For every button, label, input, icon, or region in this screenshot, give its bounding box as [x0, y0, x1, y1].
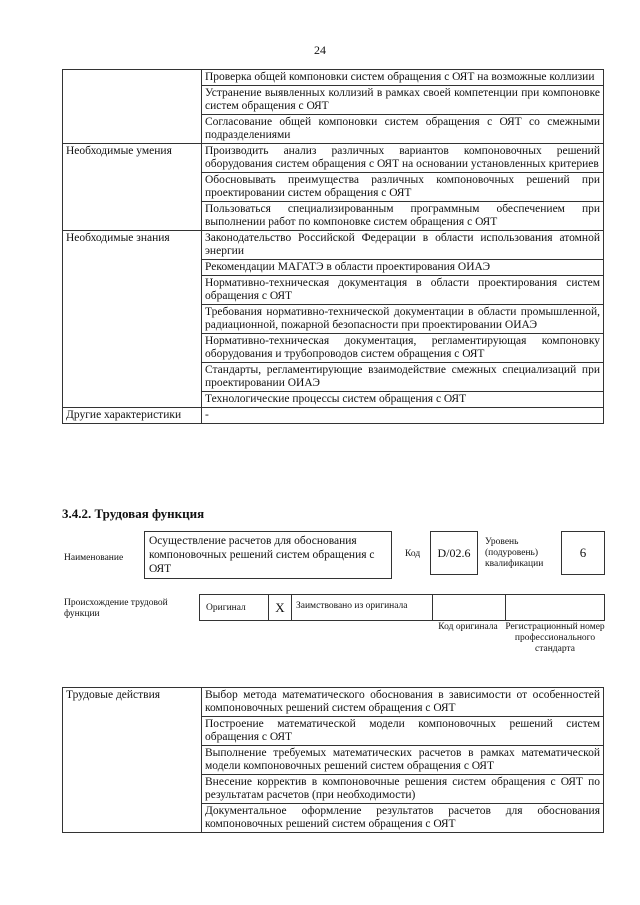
code-label: Код [405, 549, 421, 559]
list-item: Рекомендации МАГАТЭ в области проектирования ОИАЭ [202, 260, 604, 276]
list-item: Устранение выявленных коллизий в рамках своей компетенции при компоновке систем обращения с ОЯТ [202, 86, 604, 115]
list-item: Нормативно-техническая документация в области проектирования систем обращения с ОЯТ [202, 276, 604, 305]
name-value: Осуществление расчетов для обоснования компоновочных решений систем обращения с ОЯТ [149, 535, 375, 575]
list-item: Требования нормативно-технической документации в области промышленной, радиационной, пожарной безопасности при проектировании ОИАЭ [202, 305, 604, 334]
skills-knowledge-table [62, 69, 604, 424]
name-value-box [144, 531, 392, 579]
code-value-box [430, 531, 478, 575]
name-label: Наименование [64, 553, 124, 563]
borrowed-box [291, 594, 433, 621]
origin-label: Происхождение трудовой функции [64, 598, 168, 619]
labor-actions-table [62, 687, 604, 833]
orig-code-label: Код оригинала [438, 622, 498, 632]
list-item: Пользоваться специализированным программным обеспечением при выполнении работ по компоновке систем обращения с ОЯТ [202, 202, 604, 231]
table-row [63, 408, 604, 424]
original-mark-box[interactable] [268, 594, 292, 621]
list-item: Согласование общей компоновки систем обращения с ОЯТ со смежными подразделениями [202, 115, 604, 144]
list-item: Нормативно-техническая документация, регламентирующая компоновку оборудования и трубопроводов систем обращения с ОЯТ [202, 334, 604, 363]
list-item: Выполнение требуемых математических расчетов в рамках математической модели компоновочных решений систем обращения с ОЯТ [202, 746, 604, 775]
table-row [63, 144, 604, 173]
borrowed-label: Заимствовано из оригинала [296, 601, 408, 611]
row-label: Другие характеристики [63, 408, 202, 424]
row-label: Необходимые знания [63, 231, 202, 408]
list-item: Производить анализ различных вариантов компоновочных решений оборудования систем обращения с ОЯТ на основании установленных критериев [202, 144, 604, 173]
code-value: D/02.6 [437, 546, 471, 560]
list-item: Внесение корректив в компоновочные решения систем обращения с ОЯТ по результатам расчетов (при необходимости) [202, 775, 604, 804]
list-item: Выбор метода математического обоснования в зависимости от особенностей компоновочных решений систем обращения с ОЯТ [202, 688, 604, 717]
original-box [199, 594, 269, 621]
row-label: Необходимые умения [63, 144, 202, 231]
orig-code-box [432, 594, 506, 621]
list-item: Обосновывать преимущества различных компоновочных решений при проектировании систем обращения с ОЯТ [202, 173, 604, 202]
list-item: Документальное оформление результатов расчетов для обоснования компоновочных решений систем обращения с ОЯТ [202, 804, 604, 833]
original-label: Оригинал [206, 603, 246, 613]
level-value-box [561, 531, 605, 575]
level-label: Уровень (подуровень) квалификации [485, 537, 544, 569]
table-row [63, 231, 604, 260]
section-title: 3.4.2. Трудовая функция [62, 506, 205, 521]
reg-number-label: Регистрационный номер профессионального стандарта [505, 622, 605, 654]
list-item: Законодательство Российской Федерации в области использования атомной энергии [202, 231, 604, 260]
table-row [63, 688, 604, 717]
original-mark: X [275, 600, 285, 615]
list-item: Технологические процессы систем обращения с ОЯТ [202, 392, 604, 408]
table-row [63, 70, 604, 86]
row-label: Трудовые действия [63, 688, 202, 833]
list-item: Проверка общей компоновки систем обращения с ОЯТ на возможные коллизии [202, 70, 604, 86]
list-item: - [202, 408, 604, 424]
level-value: 6 [579, 545, 587, 560]
list-item: Построение математической модели компоновочных решений систем обращения с ОЯТ [202, 717, 604, 746]
list-item: Стандарты, регламентирующие взаимодействие смежных специализаций при проектировании ОИАЭ [202, 363, 604, 392]
row-label [63, 70, 202, 144]
page-number: 24 [314, 43, 326, 57]
reg-number-box [505, 594, 605, 621]
